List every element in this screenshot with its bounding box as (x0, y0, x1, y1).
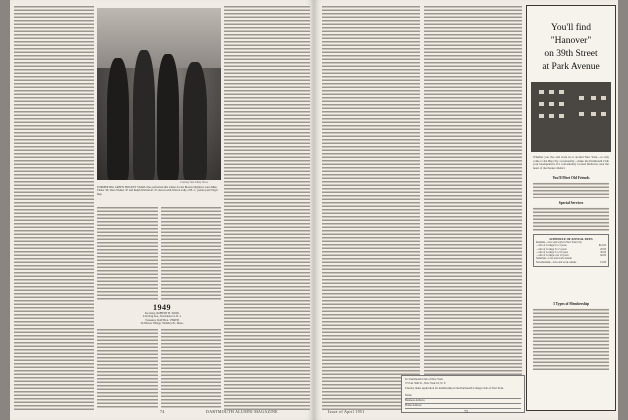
form-business-label: Business Address (405, 399, 425, 402)
right-text-column (224, 5, 310, 410)
magazine-name: DARTMOUTH ALUMNI MAGAZINE (206, 409, 278, 414)
ad-section-friends: You'll Meet Old Friends (552, 176, 590, 180)
dues-row: —Out of College 3 to 5 years 20.00 (536, 247, 606, 251)
lower-text-column (97, 328, 221, 408)
dues-row: —Out of College 5 to 10 years 30.00 (536, 250, 606, 254)
dues-row: Resident—Live and work in New York City (536, 241, 582, 244)
class-1949-heading (110, 303, 214, 326)
ad-headline-line-3: on 39th Street (544, 49, 598, 59)
form-name-line[interactable] (405, 398, 521, 399)
right-page-column-2 (424, 5, 522, 410)
dues-row: Suburban—Live and work outside (536, 257, 572, 261)
form-business-line[interactable] (405, 403, 521, 404)
secretary-address: 24 Irving Ave., Providence 6, R. I. (142, 315, 182, 319)
dues-schedule-title: SCHEDULE OF ANNUAL DUES (549, 237, 593, 241)
class-year: 1949 (153, 303, 171, 312)
right-page (314, 0, 618, 420)
ad-membership-text (533, 308, 609, 370)
form-address: 37 East 39th St., New York 16, N. Y. (405, 382, 447, 385)
ad-intro: Whether you live and work in or around New York—or only come to the Big City occasionally—make the Dartmouth Club your headquarters. It's conveniently located midtown, near the heart of the theater district. (533, 155, 609, 170)
dues-row: —Out of College 0 to 3 years $10.00 (536, 244, 606, 248)
ad-headline-line-4: at Park Avenue (542, 62, 600, 72)
treasurer-address: 26 Winsor Village, Wellsley 81, Mass. (140, 322, 184, 326)
photo-credit: Courtesy Sun Valley News (180, 181, 208, 184)
middle-text-column (97, 206, 221, 301)
magazine-spread (10, 0, 618, 420)
ad-headline-line-1: You'll find (550, 23, 592, 33)
ad-section-membership: 3 Types of Membership (553, 302, 589, 306)
page-number-left: 74 (160, 409, 165, 414)
left-text-column (14, 5, 94, 410)
treasurer-name: Treasurer, DAVID A. VEREB (145, 318, 179, 322)
dues-schedule (533, 234, 609, 267)
ad-friends-text (533, 182, 609, 198)
left-page (10, 0, 314, 420)
form-to: To: Dartmouth Club of New York (405, 378, 443, 381)
form-home-label: Home Address (405, 404, 422, 407)
hockey-photo (97, 8, 221, 180)
club-building-photo (531, 82, 611, 152)
ad-services-text (533, 207, 609, 231)
issue-date: Issue of April 1951 (328, 409, 365, 414)
ad-headline-line-2: "Hanover" (550, 36, 592, 46)
form-apply-text: I hereby make application for membership in the Dartmouth College Club of New York. (405, 386, 504, 390)
form-home-line[interactable] (405, 408, 521, 409)
right-page-column-1 (322, 5, 420, 410)
ad-headline (533, 22, 609, 74)
dartmouth-club-ad (526, 5, 616, 411)
dues-row: —Out of College over 10 years 40.00 (536, 254, 606, 258)
photo-caption: FORMER BIG GREEN HOCKEY STARS who performed this winter for the Boston Olympics were Mike Thaler '49, Dave Walker '47 and Ralph Warburton '47, shown with Warren Lally of B. C. (center) and Virgil Dep. (97, 186, 218, 196)
ad-section-services: Special Services (558, 201, 584, 205)
secretary-name: Secretary, ROBERT H. ZOOK (144, 312, 180, 315)
form-name-label: Name (405, 394, 412, 397)
membership-application-form (401, 375, 525, 413)
page-number-right: 75 (464, 409, 469, 414)
dues-row: Non-Resident—Live and work outside 10.00 (536, 260, 606, 264)
